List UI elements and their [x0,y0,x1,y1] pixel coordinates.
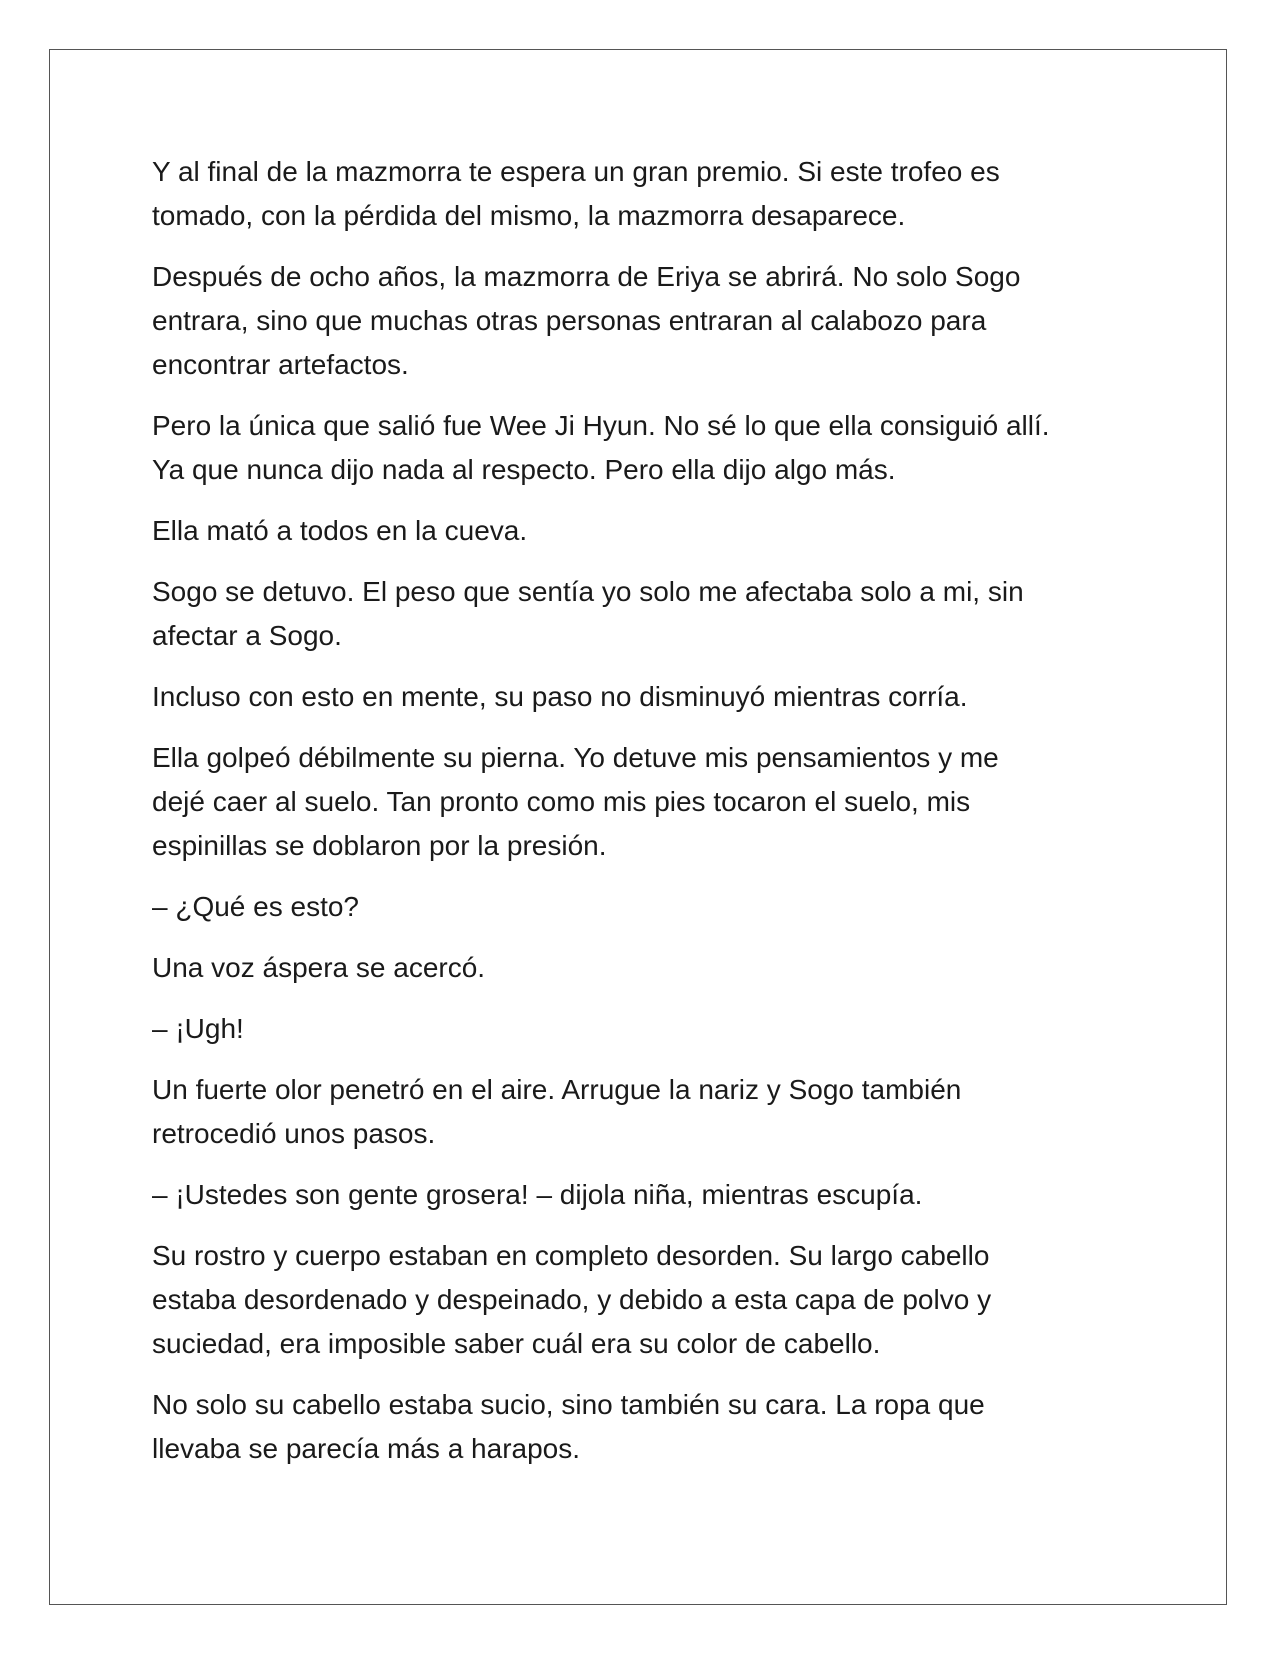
paragraph: Pero la única que salió fue Wee Ji Hyun. No sé lo que ella consiguió allí. Ya que nunca dijo nada al respecto. Pero ella dijo algo más. [152,410,1050,485]
document-body [152,150,1132,1488]
dialogue-line: – ¿Qué es esto? [152,891,360,922]
paragraph: Incluso con esto en mente, su paso no disminuyó mientras corría. [152,681,968,712]
paragraph: Ella mató a todos en la cueva. [152,515,528,546]
paragraph: Su rostro y cuerpo estaban en completo desorden. Su largo cabello estaba desordenado y despeinado, y debido a esta capa de polvo y suciedad, era imposible saber cuál era su color de cabello. [152,1240,992,1359]
paragraph: No solo su cabello estaba sucio, sino también su cara. La ropa que llevaba se parecía más a harapos. [152,1389,985,1464]
dialogue-line: – ¡Ugh! [152,1013,244,1044]
paragraph: Y al final de la mazmorra te espera un gran premio. Si este trofeo es tomado, con la pérdida del mismo, la mazmorra desaparece. [152,156,1000,231]
paragraph: Después de ocho años, la mazmorra de Eriya se abrirá. No solo Sogo entrara, sino que muchas otras personas entraran al calabozo para encontrar artefactos. [152,261,1021,380]
paragraph: Ella golpeó débilmente su pierna. Yo detuve mis pensamientos y me dejé caer al suelo. Tan pronto como mis pies tocaron el suelo, mis espinillas se doblaron por la presión. [152,742,999,861]
paragraph: Una voz áspera se acercó. [152,952,486,983]
paragraph: Sogo se detuvo. El peso que sentía yo solo me afectaba solo a mi, sin afectar a Sogo. [152,576,1024,651]
paragraph: Un fuerte olor penetró en el aire. Arrugue la nariz y Sogo también retrocedió unos pasos. [152,1074,962,1149]
dialogue-line: – ¡Ustedes son gente grosera! – dijola niña, mientras escupía. [152,1179,923,1210]
